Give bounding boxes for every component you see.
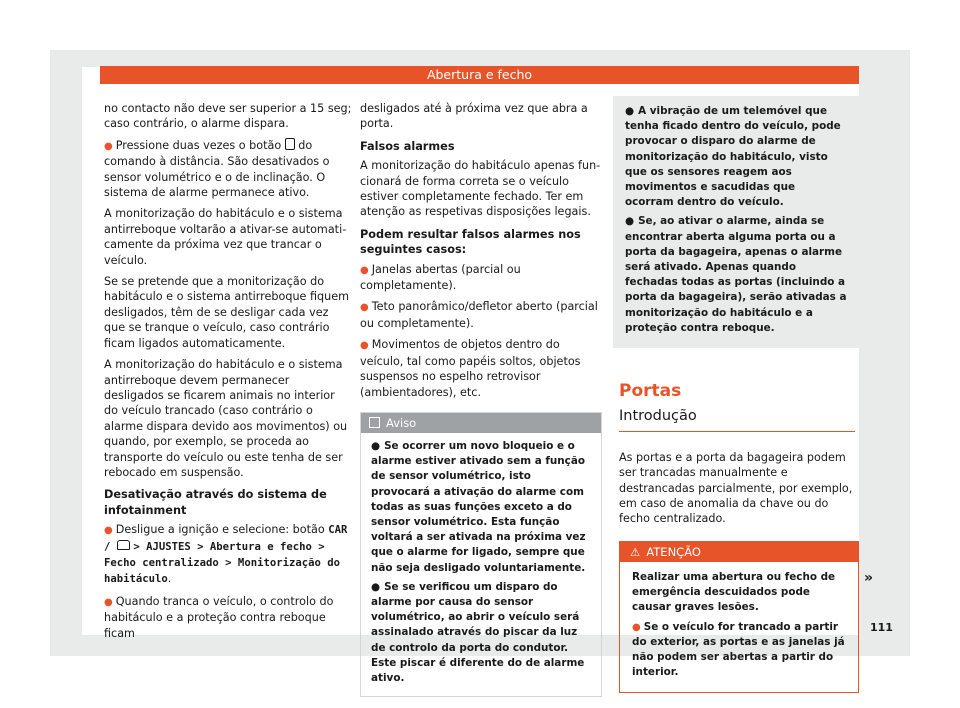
warning-box — [619, 541, 859, 693]
bullet-icon: ● — [360, 264, 369, 276]
bullet-icon: ● — [104, 525, 113, 537]
bullet-item: ● Pressione duas vezes o botão do comando à distância. São desativados o sensor volumétrico e o de inclinação. O sistema de alarme permanece ativo. — [104, 138, 330, 200]
paragraph: Se se pretende que a monitorização do habitáculo e o sistema antirreboque fiquem desligados, têm de se desligar cada vez que se tranque o veículo, caso contrário ficam ligados automaticamente. — [104, 275, 350, 350]
notice-box — [360, 412, 602, 697]
bullet-item: ● Movimentos de objetos dentro do veículo, tal como papéis soltos, objetos suspensos no espelho retrovisor (ambientadores), etc. — [360, 338, 581, 399]
bullet-item: ● Se ocorrer um novo bloqueio e o alarme estiver ativado sem a função de sensor volumétrico, isto provocará a ativação do alarme com todas as suas funções exceto a do sensor volumétrico. Esta função voltará a ser ativada na próxima vez que o alarme for ligado, sempre que não seja desligado voluntariamente. — [371, 439, 586, 574]
bullet-icon: ● — [104, 596, 113, 608]
bullet-item: ● Quando tranca o veículo, o controlo do habitáculo e a proteção contra reboque ficam — [104, 594, 334, 640]
paragraph: desligados até à próxima vez que abra a porta. — [360, 102, 588, 131]
chapter-header: Abertura e fecho — [100, 66, 859, 84]
bullet-icon: ● — [360, 302, 369, 314]
bullet-icon: ● — [360, 340, 369, 352]
warning-header: ⚠ ATENÇÃO — [620, 542, 858, 562]
bullet-item: ● Se se verificou um disparo do alarme por causa do sensor volumétrico, ao abrir o veículo será assinalado através do piscar da luz de controlo da porta do condutor. Este piscar é diferente do de alarme ativo. — [371, 580, 585, 684]
notice-header: Aviso — [361, 413, 601, 433]
column-left — [104, 101, 352, 647]
info-icon — [369, 417, 380, 428]
continue-arrow: » — [864, 570, 874, 586]
car-menu-icon — [117, 540, 130, 550]
notice-body — [361, 433, 601, 696]
bullet-item: ● Desligue a ignição e selecione: botão CAR / > AJUSTES > Abertura e fecho > Fecho centralizado > Monitorização do habitáculo. — [104, 523, 348, 586]
bullet-icon: ● — [625, 105, 635, 117]
paragraph: As portas e a porta da bagageira podem ser trancadas manualmente e destrancadas parcialmente, por exemplo, em caso de anomalia da chave ou do fecho centralizado. — [619, 450, 853, 526]
section-title: Portas — [619, 381, 682, 402]
warning-body — [620, 562, 858, 692]
bullet-icon: ● — [104, 140, 113, 152]
heading: Desativação através do sistema de infotainment — [104, 488, 327, 517]
paragraph: no contacto não deve ser superior a 15 seg; caso contrário, o alarme dispara. — [104, 102, 352, 131]
unlock-key-icon — [285, 138, 295, 150]
bullet-item: ● Se o veículo for trancado a partir do exterior, as portas e as janelas já não podem ser abertas a partir do interior. — [632, 620, 845, 679]
bullet-item: ● Se, ao ativar o alarme, ainda se encontrar aberta alguma porta ou a porta da bagageira, apenas o alarme será ativado. Apenas quando fechadas todas as portas (incluindo a porta da bagageira), serão ativadas a monitorização do habitáculo e a proteção contra reboque. — [625, 215, 847, 334]
bullet-icon: ● — [625, 215, 635, 228]
column-right — [613, 96, 859, 693]
paragraph: A monitorização do habitáculo e o sistema antirreboque voltarão a ativar-se automaticamente da próxima vez que trancar o veículo. — [104, 207, 347, 267]
page-number: 111 — [870, 621, 893, 634]
bullet-item: ● Teto panorâmico/defletor aberto (parcial ou completamente). — [360, 300, 598, 330]
heading: Podem resultar falsos alarmes nos seguintes casos: — [360, 227, 581, 257]
subsection-title: Introdução — [619, 409, 855, 431]
warning-triangle-icon: ⚠ — [630, 544, 641, 559]
bullet-icon: ● — [371, 439, 381, 452]
bullet-item: ● A vibração de um telemóvel que tenha ficado dentro do veículo, pode provocar o disparo do alarme de monitorização do habitáculo, visto que os sensores reagem aos movimentos e sacudidas que ocorram dentro do veículo. — [625, 105, 841, 209]
bullet-item: ● Janelas abertas (parcial ou completamente). — [360, 262, 521, 293]
column-middle — [360, 101, 602, 697]
notice-continuation-box — [613, 96, 859, 348]
bullet-icon: ● — [632, 621, 641, 633]
paragraph: A monitorização do habitáculo apenas funcionará de forma correta se o veículo estiver completamente fechado. Ter em atenção as respetivas disposições legais. — [360, 159, 601, 219]
heading: Falsos alarmes — [360, 139, 455, 153]
bullet-icon: ● — [371, 580, 381, 593]
paragraph: Realizar uma abertura ou fecho de emergência descuidados pode causar graves lesões. — [632, 570, 836, 614]
paragraph: A monitorização do habitáculo e o sistema antirreboque devem permanecer desligados se ficarem animais no interior do veículo trancado (caso contrário o alarme dispara devido aos movimentos) ou quando, por exemplo, se proceda ao transporte do veículo ou este tenha de ser rebocado em suspensão. — [104, 358, 348, 479]
